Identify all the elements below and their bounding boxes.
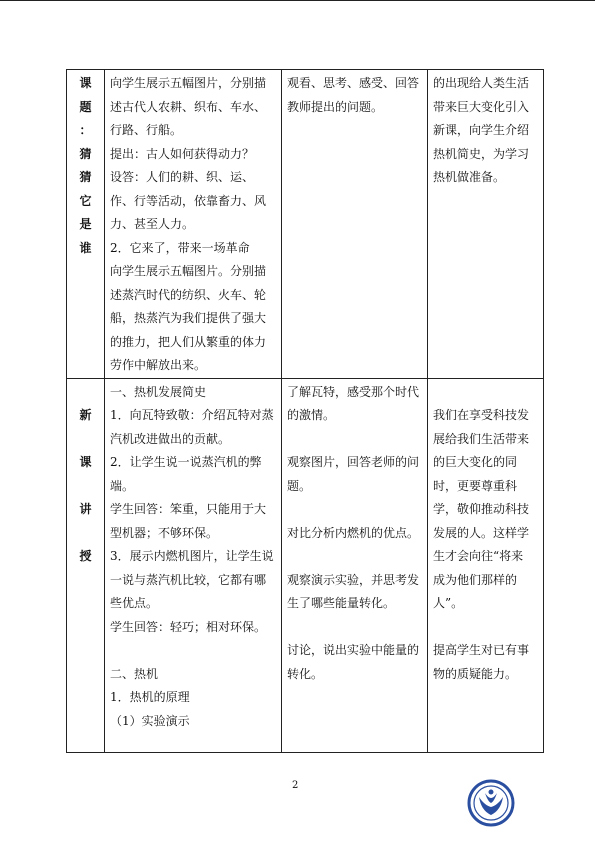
lesson-plan-table <box>66 69 544 753</box>
text-line: 展给我们生活带来 <box>433 431 530 446</box>
text-line: 授 <box>79 548 92 563</box>
text-line: 二、热机 <box>110 666 159 681</box>
text-line: 劳作中解放出来。 <box>110 358 207 372</box>
blank-line <box>287 616 422 640</box>
text-line: 观察图片，回答老师的问 <box>287 455 420 469</box>
text-line: 船，热蒸汽为我们提供了强大 <box>110 311 267 325</box>
text-line: 物的质疑能力。 <box>433 666 518 681</box>
text-line: 力、甚至人力。 <box>110 217 195 231</box>
text-line: 学，敬仰推动科技 <box>433 502 530 516</box>
blank-line <box>287 545 422 569</box>
text-line: 转化。 <box>287 666 324 681</box>
text-line: 向学生展示五幅图片，分别描 <box>110 76 267 90</box>
text-line: 猜 <box>79 146 92 161</box>
text-line: 一说与蒸汽机比较，它都有哪 <box>110 572 267 587</box>
text-line: 对比分析内燃机的优点。 <box>287 525 420 540</box>
text-line: 的推力，把人们从繁重的体力 <box>110 334 267 349</box>
text-line: 题 <box>79 99 92 114</box>
student-activity-text <box>282 70 427 119</box>
section-cell <box>67 378 105 752</box>
text-line: 讨论，说出实验中能量的 <box>287 643 420 657</box>
text-line: 它 <box>79 193 92 208</box>
section-cell <box>67 70 105 379</box>
text-line: 型机器；不够环保。 <box>110 525 219 540</box>
blank-line <box>433 381 538 405</box>
text-line: 人”。 <box>433 596 464 610</box>
text-line: ： <box>79 123 92 137</box>
text-line: 观看、思考、感受、回答 <box>287 76 420 90</box>
text-line: 学生回答：笨重，只能用于大 <box>110 502 267 516</box>
text-line: （1）实验演示 <box>110 713 190 728</box>
blank-line <box>110 639 276 663</box>
text-line: 热机做准备。 <box>433 170 506 184</box>
school-logo-icon <box>467 779 515 827</box>
text-line: 课 <box>79 454 92 469</box>
logo-dot <box>489 790 494 795</box>
design-intent-text <box>428 379 543 687</box>
page-number: 2 <box>292 780 299 791</box>
blank-line <box>433 616 538 640</box>
text-line: 的巨大变化的同 <box>433 455 518 469</box>
section-title <box>67 379 104 592</box>
text-line: 了解瓦特，感受那个时代 <box>287 384 420 399</box>
text-line: 新 <box>79 407 92 422</box>
text-line: 1．向瓦特致敬：介绍瓦特对蒸 <box>110 408 274 422</box>
text-line: 观察演示实验，并思考发 <box>287 572 420 587</box>
teacher-activity-cell <box>105 378 282 752</box>
text-line: 发展的人。这样学 <box>433 525 530 540</box>
text-line: 2．它来了，带来一场革命 <box>110 240 250 255</box>
text-line: 述古代人农耕、织布、车水、 <box>110 99 267 114</box>
text-line: 学生回答：轻巧；相对环保。 <box>110 619 267 634</box>
text-line: 2．让学生说一说蒸汽机的弊 <box>110 455 262 469</box>
text-line: 课 <box>79 76 92 90</box>
text-line: 3．展示内燃机图片，让学生说 <box>110 549 274 563</box>
table-row <box>67 378 544 752</box>
text-line: 些优点。 <box>110 596 159 610</box>
text-line: 述蒸汽时代的纺织、火车、轮 <box>110 287 267 302</box>
text-line: 生才会向往“将来 <box>433 549 524 563</box>
student-activity-cell <box>282 378 428 752</box>
design-intent-cell <box>428 378 544 752</box>
header-rule <box>0 0 595 1</box>
teacher-activity-text <box>105 70 281 378</box>
text-line: 时，更要尊重科 <box>433 478 518 493</box>
text-line: 一、热机发展简史 <box>110 384 207 399</box>
section-title <box>67 70 104 260</box>
text-line: 教师提出的问题。 <box>287 99 384 114</box>
teacher-activity-text <box>105 379 281 734</box>
text-line: 题。 <box>287 478 312 493</box>
text-line: 行路、行船。 <box>110 123 183 137</box>
table-row <box>67 70 544 379</box>
text-line: 生了哪些能量转化。 <box>287 596 396 610</box>
design-intent-text <box>428 70 543 190</box>
text-line: 汽机改进做出的贡献。 <box>110 431 231 446</box>
text-line: 作、行等活动，依靠畜力、风 <box>110 193 267 208</box>
text-line: 讲 <box>79 501 92 516</box>
text-line: 提出：古人如何获得动力？ <box>110 146 255 161</box>
text-line: 成为他们那样的 <box>433 572 518 587</box>
blank-line <box>287 428 422 452</box>
text-line: 我们在享受科技发 <box>433 408 530 422</box>
text-line: 端。 <box>110 478 135 493</box>
text-line: 提高学生对已有事 <box>433 643 530 657</box>
text-line: 是 <box>79 217 92 231</box>
student-activity-text <box>282 379 427 687</box>
teacher-activity-cell <box>105 70 282 379</box>
text-line: 热机简史，为学习 <box>433 146 530 161</box>
text-line: 的激情。 <box>287 408 336 422</box>
text-line: 设答：人们的耕、织、运、 <box>110 170 255 184</box>
text-line: 带来巨大变化引入 <box>433 99 530 114</box>
text-line: 谁 <box>79 240 92 255</box>
text-line: 1．热机的原理 <box>110 690 190 704</box>
text-line: 的出现给人类生活 <box>433 76 530 90</box>
text-line: 向学生展示五幅图片。分别描 <box>110 264 267 278</box>
student-activity-cell <box>282 70 428 379</box>
text-line: 新课，向学生介绍 <box>433 123 530 137</box>
design-intent-cell <box>428 70 544 379</box>
text-line: 猜 <box>79 170 92 184</box>
blank-line <box>287 498 422 522</box>
